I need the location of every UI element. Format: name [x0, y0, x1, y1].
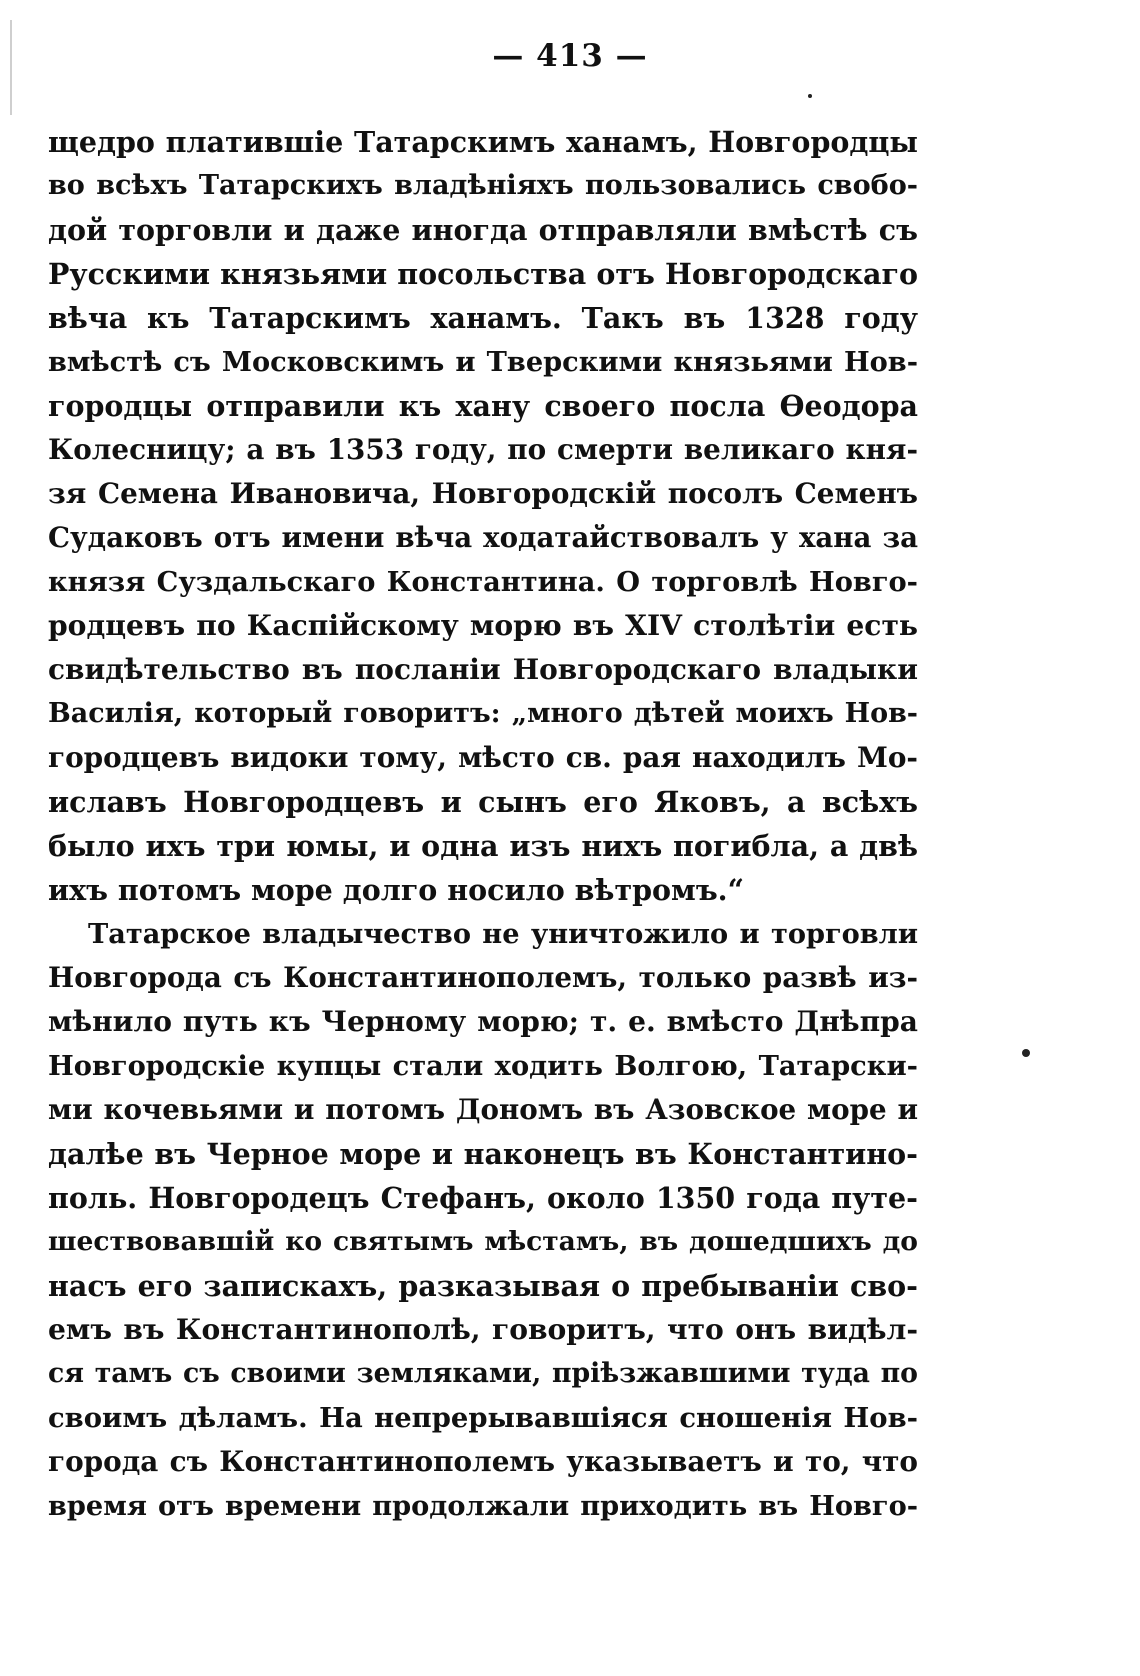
text-line: емъ въ Константинополѣ, говоритъ, что онъ видѣл-	[48, 1313, 918, 1346]
text-line: князя Суздальскаго Константина. О торговлѣ Новго-	[48, 566, 918, 598]
ink-speck	[808, 94, 812, 98]
text-line: было ихъ три юмы, и одна изъ нихъ погибла, а двѣ	[48, 829, 918, 863]
text-line: своимъ дѣламъ. На непрерывавшіяся сношенія Нов-	[48, 1402, 918, 1434]
text-line: родцевъ по Каспійскому морю въ XIV столѣтіи есть	[48, 609, 918, 642]
text-line: вѣча къ Татарскимъ ханамъ. Такъ въ 1328 году	[48, 301, 918, 335]
paragraph-2	[48, 912, 918, 1528]
text-line: мѣнило путь къ Черному морю; т. е. вмѣсто Днѣпра	[48, 1005, 918, 1038]
text-line: Василія, который говоритъ: „много дѣтей моихъ Нов-	[48, 698, 918, 729]
text-line: города съ Константинополемъ указываетъ и то, что	[48, 1445, 918, 1478]
text-line: Судаковъ отъ имени вѣча ходатайствовалъ у хана за	[48, 521, 918, 554]
text-line: Колесницу; а въ 1353 году, по смерти великаго кня-	[48, 433, 918, 466]
text-line: Татарское владычество не уничтожило и торговли	[88, 918, 918, 950]
text-line: Новгорода съ Константинополемъ, только развѣ из-	[48, 961, 918, 994]
text-line: щедро платившіе Татарскимъ ханамъ, Новгородцы	[48, 125, 918, 159]
text-line: Русскими князьями посольства отъ Новгородскаго	[48, 257, 918, 291]
text-line: дой торговли и даже иногда отправляли вмѣстѣ съ	[48, 213, 918, 247]
text-line: шествовавшій ко святымъ мѣстамъ, въ дошедшихъ до	[48, 1226, 918, 1257]
text-line: насъ его запискахъ, разказывая о пребываніи сво-	[48, 1269, 918, 1303]
text-line: городцы отправили къ хану своего посла Өеодора	[48, 389, 918, 423]
text-line: свидѣтельство въ посланіи Новгородскаго владыки	[48, 653, 918, 686]
text-line: городцевъ видоки тому, мѣсто св. рая находилъ Мо-	[48, 741, 918, 774]
text-line: ми кочевьями и потомъ Дономъ въ Азовское море и	[48, 1093, 918, 1126]
text-line: вмѣстѣ съ Московскимъ и Тверскими князьями Нов-	[48, 346, 918, 378]
paragraph-1	[48, 120, 918, 912]
text-line: ихъ потомъ море долго носило вѣтромъ.“	[48, 873, 744, 907]
text-line: время отъ времени продолжали приходить въ Новго-	[48, 1490, 918, 1522]
text-line: зя Семена Ивановича, Новгородскій посолъ Семенъ	[48, 477, 918, 510]
text-line: Новгородскіе купцы стали ходить Волгою, Татарски-	[48, 1050, 918, 1082]
ink-speck	[1022, 1049, 1030, 1057]
text-line: ся тамъ съ своими земляками, пріѣзжавшими туда по	[48, 1358, 918, 1389]
page-number: — 413 —	[492, 38, 648, 74]
text-line: во всѣхъ Татарскихъ владѣніяхъ пользовались свобо-	[48, 170, 918, 201]
text-line: далѣе въ Черное море и наконецъ въ Константино-	[48, 1137, 918, 1171]
text-line: поль. Новгородецъ Стефанъ, около 1350 года путе-	[48, 1181, 918, 1215]
text-line: иславъ Новгородцевъ и сынъ его Яковъ, а всѣхъ	[48, 785, 918, 819]
